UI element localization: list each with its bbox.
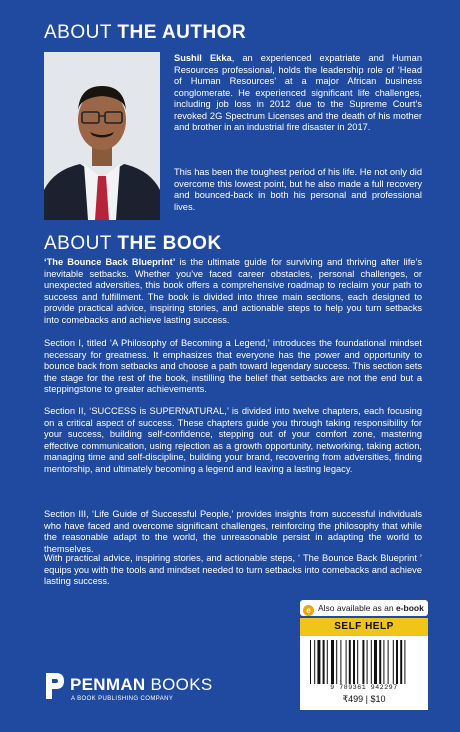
isbn-number: 9 789361 942297: [330, 684, 398, 691]
barcode-bar: [404, 640, 405, 684]
barcode-bar: [323, 640, 325, 684]
barcode-bar: [353, 640, 355, 684]
barcode-bar: [371, 640, 372, 684]
barcode-image: [308, 640, 420, 684]
barcode-bar: [388, 640, 389, 684]
barcode-bar: [374, 640, 377, 684]
price-label: ₹499 | $10: [342, 694, 386, 704]
barcode-bar: [367, 640, 368, 684]
author-photo: [44, 52, 160, 220]
barcode-bar: [362, 640, 364, 684]
book-description-paragraph-3: Section II, ‘SUCCESS is SUPERNATURAL,’ is divided into twelve chapters, each focusing on a critical aspect of success. These chapters guide you through taking responsibility for your success, building self-confidence, stepping out of your comfort zone, mastering effective communication, using rejection as a growth opportunity, networking, taking action, managing time and self-discipline, building your brand, recovering from adversities, finding mentorship, and ultimately becoming a legend and leaving a lasting legacy.: [44, 406, 422, 474]
barcode-bar: [346, 640, 347, 684]
barcode-bar: [349, 640, 351, 684]
publisher-name: PENMAN BOOKS: [70, 675, 213, 694]
barcode-bar: [396, 640, 398, 684]
barcode-bar: [331, 640, 334, 684]
barcode-bar: [383, 640, 384, 684]
author-bio-paragraph-1: Sushil Ekka, an experienced expatriate and Human Resources professional, holds the leadership role of ‘Head of Human Resources’ at a major African business conglomerate. He experienced significant life challenges, including job loss in 2012 due to the Supreme Court’s revoked 2G Spectrum Licenses and the death of his mother and brother in an industrial fire disaster in 2017.: [174, 53, 422, 132]
penman-logo-icon: [44, 671, 66, 701]
ebook-availability-badge: e Also available as an e-book: [300, 600, 428, 616]
book-description-paragraph-5: With practical advice, inspiring stories, and actionable steps, ‘ The Bounce Back Blueprint ’ equips you with the tools and mindset needed to turn setbacks into comebacks and achieve lasting success.: [44, 553, 422, 586]
barcode-bar: [340, 640, 341, 684]
barcode-bar: [336, 640, 337, 684]
barcode-bar: [393, 640, 394, 684]
barcode-bar: [314, 640, 315, 684]
barcode-bar: [357, 640, 358, 684]
barcode-bar: [310, 640, 311, 684]
barcode-panel: [300, 618, 428, 710]
author-bio-paragraph-2: This has been the toughest period of his life. He not only did overcome this lowest point, but he also made a full recovery and bounced-back in both his personal and professional lives.: [174, 167, 422, 212]
barcode-bar: [317, 640, 320, 684]
ebook-icon: e: [303, 605, 314, 616]
about-book-heading: ABOUT THE BOOK: [44, 233, 222, 254]
publisher-tagline: A BOOK PUBLISHING COMPANY: [71, 696, 174, 702]
category-label: SELF HELP: [300, 618, 428, 636]
author-portrait-image: [44, 52, 160, 220]
book-description-paragraph-2: Section I, titled ‘A Philosophy of Becoming a Legend,’ introduces the foundational mindset necessary for greatness. It emphasizes that everyone has the power and opportunity to bounce back from setbacks and choose a path toward legendary success. This section sets the stage for the rest of the book, instilling the belief that setbacks are not the end but a steppingstone to greater achievements.: [44, 338, 422, 394]
about-author-heading: ABOUT THE AUTHOR: [44, 22, 247, 43]
barcode-bar: [379, 640, 381, 684]
book-description-paragraph-4: Section III, ‘Life Guide of Successful People,’ provides insights from successful individuals who have faced and overcome significant challenges, reinforcing the philosophy that while the reasonable adapt to the world, the unreasonable persist in adapting the world to themselves.: [44, 509, 422, 554]
barcode-bar: [400, 640, 402, 684]
barcode-bar: [327, 640, 328, 684]
book-description-paragraph-1: ‘The Bounce Back Blueprint’ is the ultimate guide for surviving and thriving after life’s inevitable setbacks. Whether you’ve faced career obstacles, personal challenges, or unexpected adversities, this book offers a comprehensive roadmap to reclaim your path to success and fulfillment. The book is divided into three main sections, each designed to provide practical advice, inspiring stories, and actionable steps to help you turn setbacks into comebacks and achieve lasting success.: [44, 257, 422, 325]
